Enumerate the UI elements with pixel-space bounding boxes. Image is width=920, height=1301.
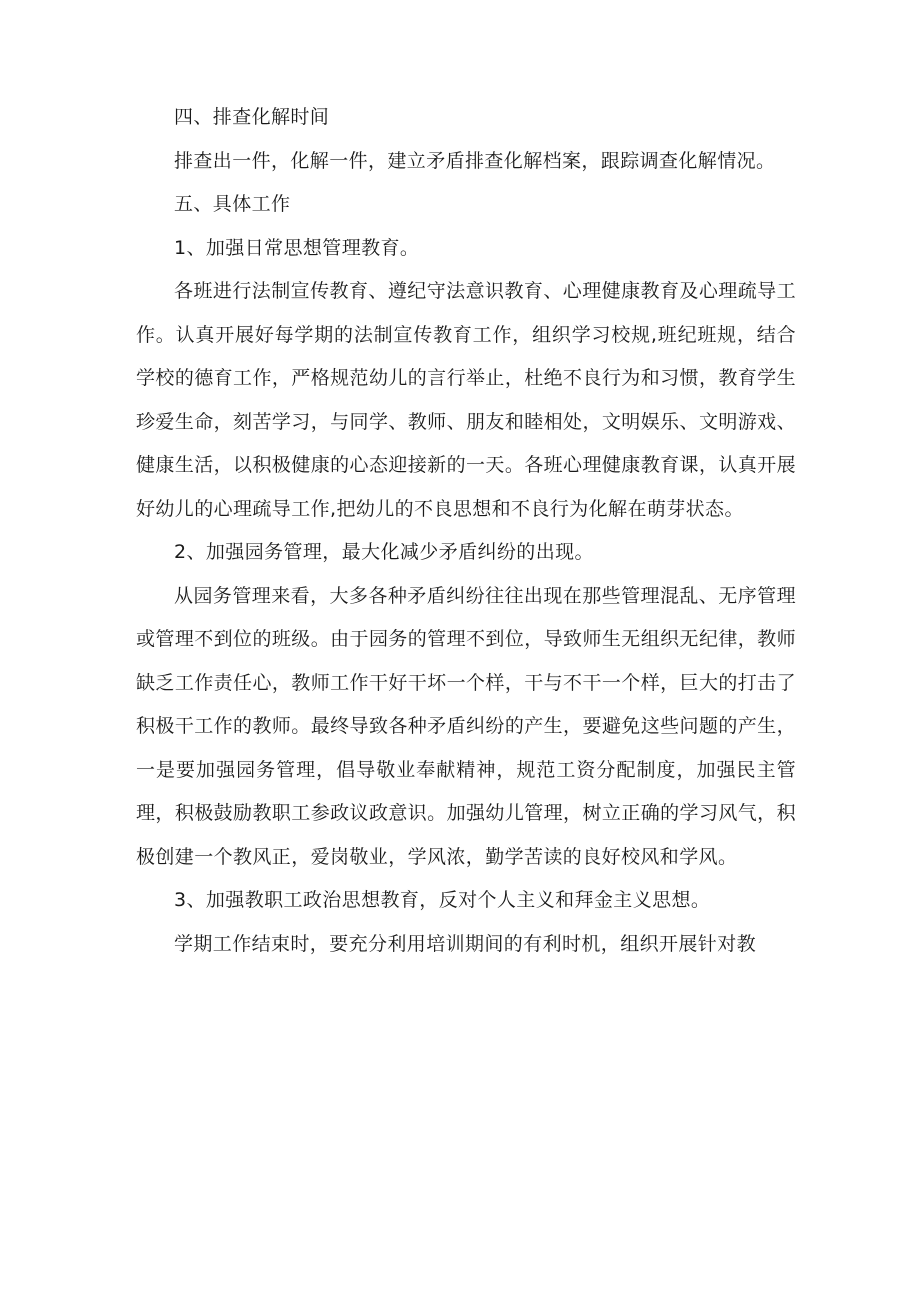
paragraph-investigation-time: 排查出一件，化解一件，建立矛盾排查化解档案，跟踪调查化解情况。 — [174, 149, 776, 172]
subheading-2: 2、加强园务管理，最大化减少矛盾纠纷的出现。 — [174, 541, 594, 563]
paragraph-staff-education: 学期工作结束时，要充分利用培训期间的有利时机，组织开展针对教 — [174, 932, 757, 955]
paragraph-management: 从园务管理来看，大多各种矛盾纠纷往往出现在那些管理混乱、无序管理或管理不到位的班级。由于园务的管理不到位，导致师生无组织无纪律，教师缺乏工作责任心，教师工作干好干坏一个样，干与不干一个样，巨大的打击了积极干工作的教师。最终导致各种矛盾纠纷的产生，要避免这些问题的产生，一是要加强园务管理，倡导敬业奉献精神，规范工资分配制度，加强民主管理，积极鼓励教职工参政议政意识。加强幼儿管理，树立正确的学习风气，积极创建一个教风正，爱岗敬业，学风浓，勤学苦读的良好校风和学风。 — [136, 584, 796, 868]
section-heading-5: 五、具体工作 — [174, 193, 291, 215]
subheading-3: 3、加强教职工政治思想教育，反对个人主义和拜金主义思想。 — [174, 889, 711, 911]
paragraph-daily-education: 各班进行法制宣传教育、遵纪守法意识教育、心理健康教育及心理疏导工作。认真开展好每学期的法制宣传教育工作，组织学习校规,班纪班规，结合学校的德育工作，严格规范幼儿的言行举止，杜绝不良行为和习惯，教育学生珍爱生命，刻苦学习，与同学、教师、朋友和睦相处，文明娱乐、文明游戏、健康生活，以积极健康的心态迎接新的一天。各班心理健康教育课，认真开展好幼儿的心理疏导工作,把幼儿的不良思想和不良行为化解在萌芽状态。 — [136, 280, 796, 520]
section-heading-4: 四、排查化解时间 — [174, 106, 330, 128]
document-body — [136, 96, 796, 966]
subheading-1: 1、加强日常思想管理教育。 — [174, 236, 420, 259]
